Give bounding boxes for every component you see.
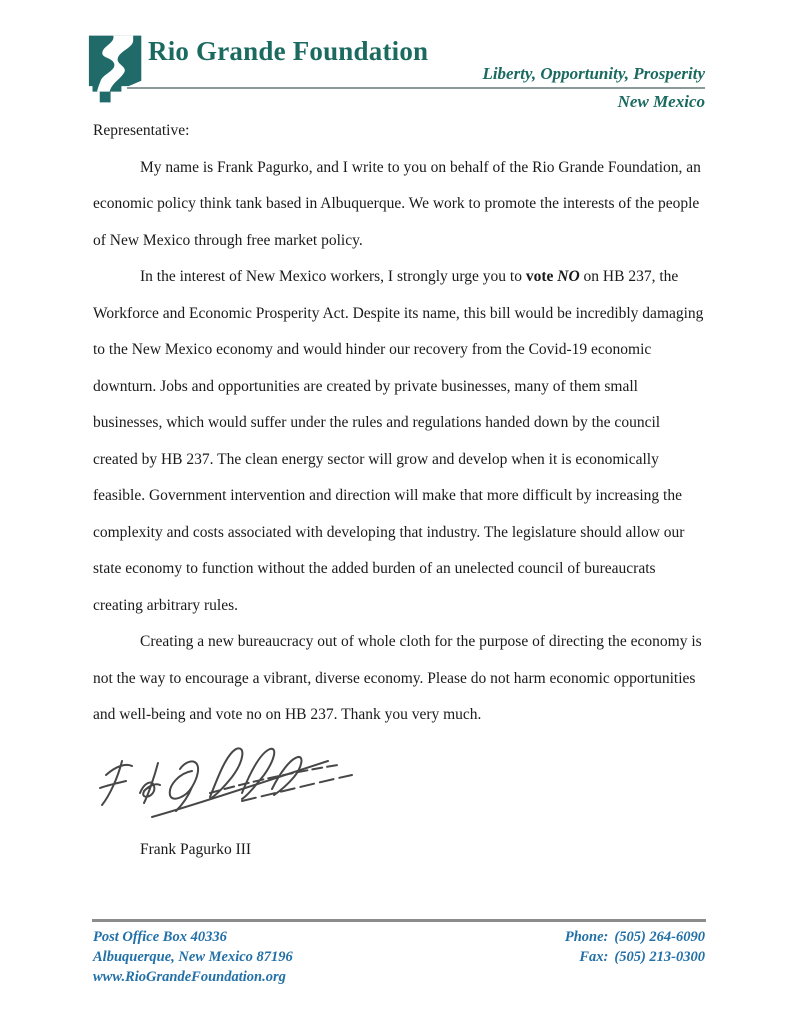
typed-signature-name: Frank Pagurko III	[140, 841, 252, 858]
paragraph-2-text-post: on HB 237, the Workforce and Economic Prosperity Act. Despite its name, this bill would be incredibly damaging to the New Mexico economy and would hinder our recovery from the Covid-19 economic downturn. Jobs and opportunities are created by private businesses, many of them small businesses, which would suffer under the rules and regulations handed down by the council created by HB 237. The clean energy sector will grow and develop when it is economically feasible. Government intervention and direction will make that more difficult by increasing the complexity and costs associated with developing that industry. The legislature should allow our state economy to function without the added burden of an unelected council of bureaucrats creating arbitrary rules.	[93, 268, 704, 614]
org-name: Rio Grande Foundation	[148, 36, 429, 66]
phone-row	[565, 927, 705, 947]
footer-address-block	[93, 927, 293, 987]
fax-number: (505) 213-0300	[614, 949, 705, 965]
fax-row	[565, 947, 705, 967]
paragraph-3: Creating a new bureaucracy out of whole cloth for the purpose of directing the economy is not the way to encourage a vibrant, diverse economy. Please do not harm economic opportunities and well-being and vote no on HB 237. Thank you very much.	[93, 633, 702, 723]
handwritten-signature-icon	[92, 733, 362, 833]
paragraph-2-text-pre: In the interest of New Mexico workers, I strongly urge you to	[140, 268, 526, 285]
tagline: Liberty, Opportunity, Prosperity	[482, 64, 705, 83]
header-rule	[127, 87, 705, 89]
phone-number: (505) 264-6090	[614, 929, 705, 945]
website-url: www.RioGrandeFoundation.org	[93, 969, 286, 985]
phone-label: Phone:	[564, 929, 609, 945]
fax-label: Fax:	[579, 949, 609, 965]
footer-contact-block	[565, 927, 705, 967]
new-mexico-river-logo-icon	[88, 32, 144, 106]
paragraph-2	[93, 259, 705, 624]
address-line-2: Albuquerque, New Mexico 87196	[93, 949, 293, 965]
paragraph-2-bold-italic-text: NO	[557, 268, 580, 285]
paragraph-1: My name is Frank Pagurko, and I write to you on behalf of the Rio Grande Foundation, an economic policy think tank based in Albuquerque. We work to promote the interests of the people of New Mexico through free market policy.	[93, 158, 701, 249]
address-line-1: Post Office Box 40336	[93, 929, 227, 945]
paragraph-2-bold-text: vote	[525, 268, 558, 285]
letter-body	[93, 113, 705, 734]
region-label: New Mexico	[617, 92, 705, 111]
salutation: Representative:	[93, 122, 190, 139]
footer-rule	[92, 919, 706, 922]
